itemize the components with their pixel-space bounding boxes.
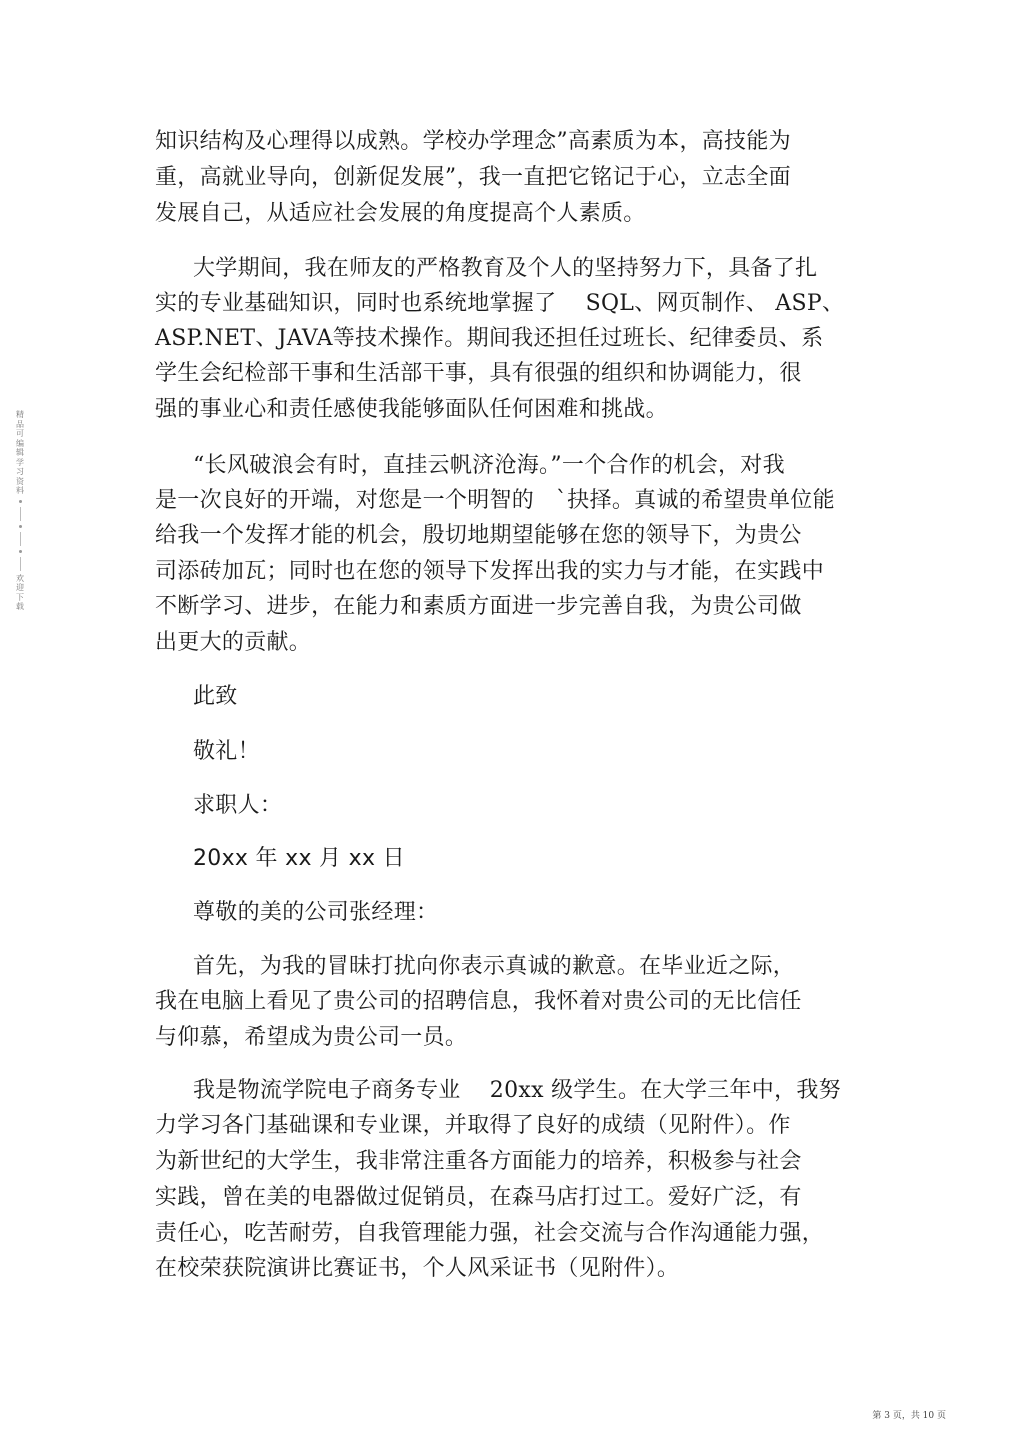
side-watermark [14, 410, 26, 612]
text-line: 我是物流学院电子商务专业 20xx 级学生。在大学三年中，我努 [193, 1078, 841, 1103]
side-dot [19, 500, 22, 503]
side-dot [19, 550, 22, 553]
side-divider [20, 557, 21, 571]
text-line: ASP.NET、JAVA等技术操作。期间我还担任过班长、纪律委员、系 [155, 326, 824, 351]
text-line: 司添砖加瓦；同时也在您的领导下发挥出我的实力与才能，在实践中 [155, 559, 825, 584]
text-line: 与仰慕，希望成为贵公司一员。 [155, 1025, 468, 1050]
text-line: 强的事业心和责任感使我能够面队任何困难和挑战。 [155, 397, 668, 422]
text-line: 实的专业基础知识，同时也系统地掌握了 SQL、网页制作、 ASP、 [155, 291, 845, 316]
side-divider [20, 532, 21, 546]
text-line: 实践，曾在美的电器做过促销员，在森马店打过工。爱好广泛，有 [155, 1185, 802, 1210]
side-watermark-top: 精品可编辑学习资料 [16, 410, 24, 495]
side-watermark-bottom: 欢迎下载 [16, 573, 24, 611]
side-dot [19, 525, 22, 528]
text-line: 大学期间，我在师友的严格教育及个人的坚持努力下，具备了扎 [193, 256, 818, 281]
text-line: 为新世纪的大学生，我非常注重各方面能力的培养，积极参与社会 [155, 1149, 802, 1174]
text-line: 给我一个发挥才能的机会，殷切地期望能够在您的领导下，为贵公 [155, 523, 802, 548]
text-line: 首先，为我的冒昧打扰向你表示真诚的歉意。在毕业近之际， [193, 954, 796, 979]
text-line: 学生会纪检部干事和生活部干事，具有很强的组织和协调能力，很 [155, 361, 802, 386]
closing-regards: 敬礼！ [193, 739, 260, 764]
text-line: 是一次良好的开端，对您是一个明智的 `抉择。真诚的希望贵单位能 [155, 488, 835, 513]
applicant-label: 求职人： [193, 793, 283, 818]
greeting-line: 尊敬的美的公司张经理： [193, 900, 439, 925]
text-line: 重，高就业导向，创新促发展”，我一直把它铭记于心，立志全面 [155, 165, 791, 190]
text-line: 不断学习、进步，在能力和素质方面进一步完善自我，为贵公司做 [155, 594, 802, 619]
text-line: 知识结构及心理得以成熟。学校办学理念”高素质为本，高技能为 [155, 129, 791, 154]
text-line: 出更大的贡献。 [155, 630, 312, 655]
text-line: 责任心，吃苦耐劳，自我管理能力强，社会交流与合作沟通能力强， [155, 1221, 825, 1246]
text-line: “长风破浪会有时，直挂云帆济沧海。”一个合作的机会，对我 [193, 453, 785, 478]
side-divider [20, 507, 21, 521]
text-line: 我在电脑上看见了贵公司的招聘信息，我怀着对贵公司的无比信任 [155, 989, 802, 1014]
text-line: 力学习各门基础课和专业课，并取得了良好的成绩（见附件）。作 [155, 1113, 791, 1138]
page-number: 第 3 页，共 10 页 [872, 1411, 946, 1421]
date-line: 20xx 年 xx 月 xx 日 [193, 846, 405, 871]
text-line: 发展自己，从适应社会发展的角度提高个人素质。 [155, 201, 646, 226]
closing-salutation: 此致 [193, 684, 238, 709]
text-line: 在校荣获院演讲比赛证书，个人风采证书（见附件）。 [155, 1256, 680, 1281]
